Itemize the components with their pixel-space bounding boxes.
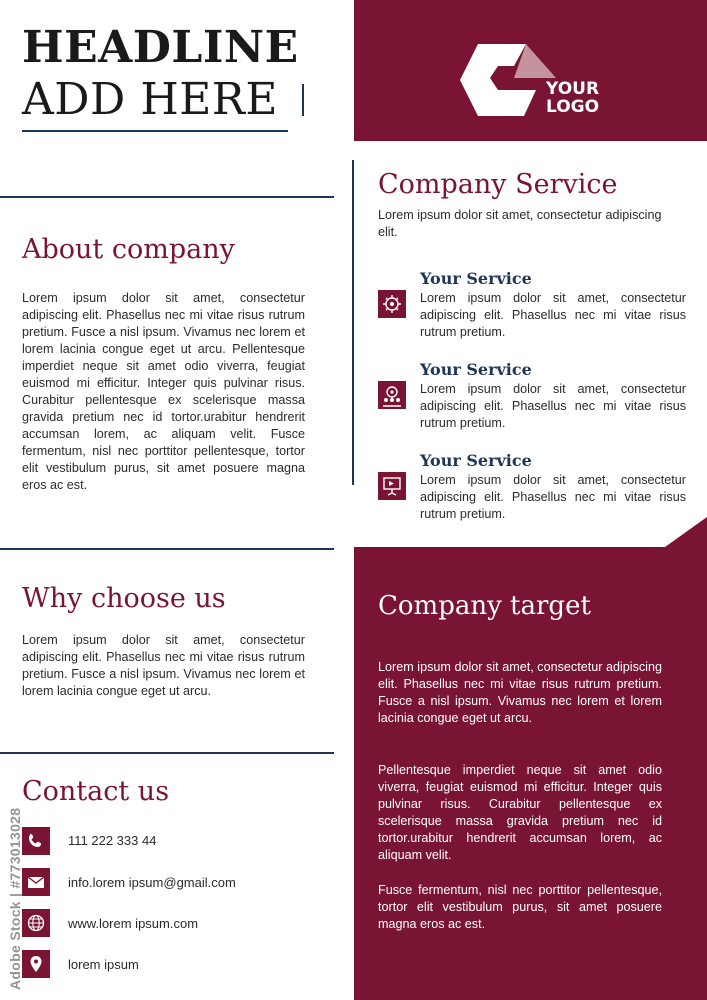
target-paragraph-3: Fusce fermentum, nisl nec porttitor pellentesque, tortor elit vestibulum purus, sit amet posuere magna eros ac est. xyxy=(378,883,662,931)
side-watermark: Adobe Stock | #773013028 xyxy=(7,807,23,990)
why-text: Lorem ipsum dolor sit amet, consectetur adipiscing elit. Phasellus nec mi vitae risus rutrum pretium. Fusce a nisl ipsum. Vivamus nec lorem et lorem lacinia congue eget ut arcu. xyxy=(22,633,305,698)
logo-panel xyxy=(354,0,707,141)
headline-line2: ADD HERE xyxy=(22,74,279,125)
service-item-text: Lorem ipsum dolor sit amet, consectetur adipiscing elit. Phasellus nec mi vitae risus rutrum pretium. xyxy=(420,382,686,430)
why-title: Why choose us xyxy=(22,583,226,614)
divider-left-2 xyxy=(0,548,334,550)
logo-text-line2: LOGO xyxy=(546,97,600,117)
about-title: About company xyxy=(22,234,235,265)
presentation-icon xyxy=(378,472,406,500)
gear-people-icon xyxy=(378,290,406,318)
target-paragraph-2: Pellentesque imperdiet neque sit amet odio viverra, feugiat euismod mi efficitur. Integer quis pulvinar risus. Curabitur pellentesque ex scelerisque massa gravida pretium nec id tortor.urabitur hendrerit accumsan lorem, ac aliquam velit. xyxy=(378,763,662,862)
contact-website[interactable]: www.lorem ipsum.com xyxy=(68,916,199,931)
phone-icon xyxy=(22,827,50,855)
target-paragraph-1: Lorem ipsum dolor sit amet, consectetur adipiscing elit. Phasellus nec mi vitae risus rutrum pretium. Fusce a nisl ipsum. Vivamus nec lorem et lorem lacinia congue eget ut arcu. xyxy=(378,660,662,725)
service-item-text: Lorem ipsum dolor sit amet, consectetur adipiscing elit. Phasellus nec mi vitae risus rutrum pretium. xyxy=(420,291,686,339)
divider-left-1 xyxy=(0,196,334,198)
globe-icon xyxy=(22,909,50,937)
email-icon xyxy=(22,868,50,896)
corner-accent xyxy=(665,517,707,547)
location-pin-icon xyxy=(22,950,50,978)
service-item-text: Lorem ipsum dolor sit amet, consectetur adipiscing elit. Phasellus nec mi vitae risus rutrum pretium. xyxy=(420,473,686,521)
service-item-title: Your Service xyxy=(420,269,532,288)
logo-icon xyxy=(458,40,558,120)
headline-line1: HEADLINE xyxy=(22,22,299,73)
service-item-title: Your Service xyxy=(420,360,532,379)
about-text: Lorem ipsum dolor sit amet, consectetur adipiscing elit. Phasellus nec mi vitae risus rutrum pretium. Fusce a nisl ipsum. Vivamus nec lorem et lorem lacinia congue eget ut arcu. Pellentesque imperdiet neque sit amet odio viverra, feugiat euismod mi efficitur. Integer quis pulvinar risus. Curabitur pellentesque ex scelerisque massa gravida pretium nec id tortor.urabitur hendrerit accumsan lorem, ac aliquam velit. Fusce fermentum, nisl nec porttitor pellentesque, tortor elit vestibulum purus, sit amet posuere magna eros ac est. xyxy=(22,291,305,492)
target-panel xyxy=(354,547,707,1000)
divider-vertical xyxy=(352,160,354,485)
contact-email[interactable]: info.lorem ipsum@gmail.com xyxy=(68,875,236,890)
team-gear-icon xyxy=(378,381,406,409)
headline-caret xyxy=(302,84,304,116)
target-title: Company target xyxy=(378,591,591,621)
service-item-title: Your Service xyxy=(420,451,532,470)
divider-left-3 xyxy=(0,752,334,754)
service-intro: Lorem ipsum dolor sit amet, consectetur adipiscing elit. xyxy=(378,208,662,239)
logo-text-line1: YOUR xyxy=(546,79,600,99)
headline-underline xyxy=(22,130,288,132)
service-title: Company Service xyxy=(378,169,618,200)
contact-address[interactable]: lorem ipsum xyxy=(68,957,139,972)
contact-phone[interactable]: 111 222 333 44 xyxy=(68,833,157,848)
contact-title: Contact us xyxy=(22,776,170,807)
